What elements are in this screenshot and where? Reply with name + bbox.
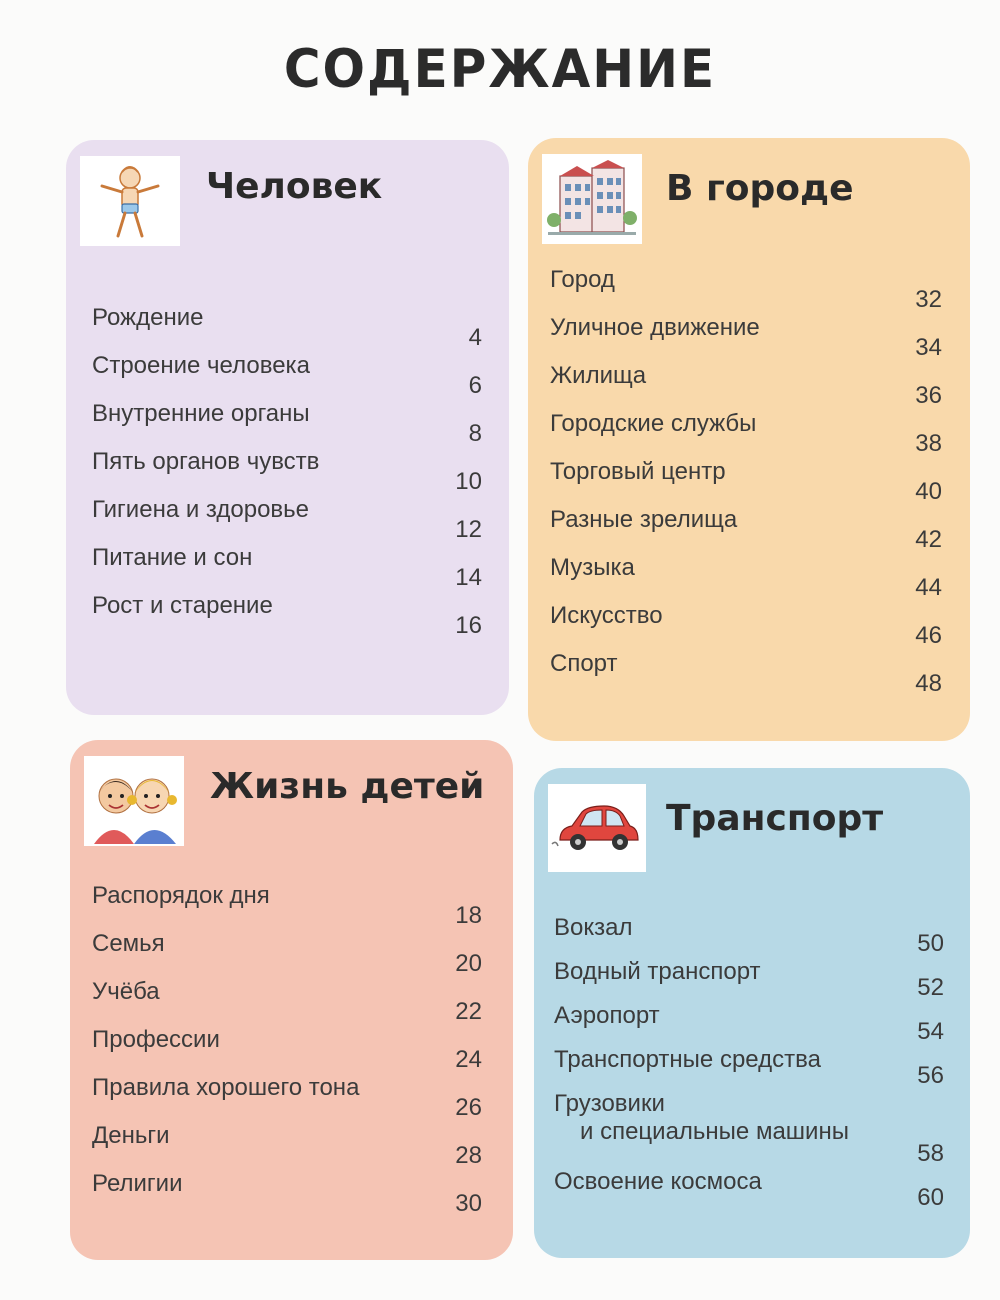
toc-item-label: Город xyxy=(550,266,615,293)
toc-item[interactable] xyxy=(554,1090,944,1168)
toc-item[interactable] xyxy=(550,602,942,650)
children-faces-icon xyxy=(84,756,184,846)
toc-item-page: 22 xyxy=(455,998,482,1025)
toc-item-label: Учёба xyxy=(92,978,160,1005)
toc-item-page: 58 xyxy=(917,1140,944,1167)
toc-item-page: 50 xyxy=(917,930,944,957)
toc-item[interactable] xyxy=(92,592,482,640)
toc-item[interactable] xyxy=(92,930,482,978)
toc-item-label: Городские службы xyxy=(550,410,757,437)
toc-item-label: Деньги xyxy=(92,1122,170,1149)
toc-item-label: Строение человека xyxy=(92,352,310,379)
section-title: В городе xyxy=(666,168,854,209)
section-title: Жизнь детей xyxy=(210,766,485,807)
toc-item-label: Питание и сон xyxy=(92,544,253,571)
red-car-icon xyxy=(548,784,646,872)
toc-item[interactable] xyxy=(92,496,482,544)
toc-item[interactable] xyxy=(92,1170,482,1218)
toc-item[interactable] xyxy=(550,506,942,554)
toc-item-label: Внутренние органы xyxy=(92,400,310,427)
toc-item-page: 38 xyxy=(915,430,942,457)
toc-item-page: 40 xyxy=(915,478,942,505)
toc-item-page: 8 xyxy=(468,420,482,447)
toc-item-label: Семья xyxy=(92,930,165,957)
toc-item-label: Освоение космоса xyxy=(554,1168,762,1195)
toc-item-label: Правила хорошего тона xyxy=(92,1074,360,1101)
toc-item-label: Профессии xyxy=(92,1026,220,1053)
toc-item[interactable] xyxy=(550,410,942,458)
section-title: Человек xyxy=(206,166,383,207)
toc-item-page: 32 xyxy=(915,286,942,313)
toc-item-label: Спорт xyxy=(550,650,618,677)
toc-item-label: Распорядок дня xyxy=(92,882,270,909)
toc-item[interactable] xyxy=(92,1026,482,1074)
toc-item-page: 36 xyxy=(915,382,942,409)
toc-item-page: 34 xyxy=(915,334,942,361)
toc-item-label: Водный транспорт xyxy=(554,958,761,985)
toc-item-label: Искусство xyxy=(550,602,663,629)
toc-item-page: 6 xyxy=(468,372,482,399)
toc-item[interactable] xyxy=(550,458,942,506)
section-card-city xyxy=(528,138,970,741)
toc-item[interactable] xyxy=(92,448,482,496)
toc-item-page: 52 xyxy=(917,974,944,1001)
toc-item-page: 46 xyxy=(915,622,942,649)
toc-item[interactable] xyxy=(92,400,482,448)
toc-item-page: 48 xyxy=(915,670,942,697)
toc-item-page: 4 xyxy=(468,324,482,351)
toc-item[interactable] xyxy=(550,314,942,362)
toc-item-page: 26 xyxy=(455,1094,482,1121)
toc-item[interactable] xyxy=(554,1168,944,1212)
toc-list xyxy=(92,304,482,640)
toc-item[interactable] xyxy=(92,1122,482,1170)
boy-figure-icon xyxy=(80,156,180,246)
page-title: СОДЕРЖАНИЕ xyxy=(283,38,717,100)
toc-item-page: 12 xyxy=(455,516,482,543)
toc-item[interactable] xyxy=(92,882,482,930)
toc-item-page: 10 xyxy=(455,468,482,495)
toc-item-label: Музыка xyxy=(550,554,635,581)
toc-item-label: Разные зрелища xyxy=(550,506,738,533)
toc-item-page: 54 xyxy=(917,1018,944,1045)
toc-item[interactable] xyxy=(92,1074,482,1122)
buildings-icon xyxy=(542,154,642,244)
toc-item-page: 28 xyxy=(455,1142,482,1169)
toc-item-page: 44 xyxy=(915,574,942,601)
toc-item-page: 20 xyxy=(455,950,482,977)
toc-item-label: Гигиена и здоровье xyxy=(92,496,310,523)
toc-item[interactable] xyxy=(554,914,944,958)
toc-item-label: Торговый центр xyxy=(550,458,726,485)
toc-item-label: Жилища xyxy=(550,362,647,389)
toc-item-label: Рост и старение xyxy=(92,592,273,619)
toc-item[interactable] xyxy=(92,304,482,352)
toc-list xyxy=(92,882,482,1218)
toc-item-page: 42 xyxy=(915,526,942,553)
toc-item[interactable] xyxy=(550,266,942,314)
toc-item-page: 16 xyxy=(455,612,482,639)
toc-item[interactable] xyxy=(550,554,942,602)
toc-item-label: Транспортные средства xyxy=(554,1046,821,1073)
toc-item-label-continuation: и специальные машины xyxy=(580,1118,849,1145)
section-card-kids xyxy=(70,740,513,1260)
toc-item-page: 60 xyxy=(917,1184,944,1211)
toc-item-label: Грузовики xyxy=(554,1090,665,1117)
toc-item[interactable] xyxy=(550,362,942,410)
toc-item-page: 18 xyxy=(455,902,482,929)
section-card-transport xyxy=(534,768,970,1258)
toc-item-label: Аэропорт xyxy=(554,1002,660,1029)
toc-item[interactable] xyxy=(92,352,482,400)
toc-item-label: Рождение xyxy=(92,304,204,331)
toc-item-page: 24 xyxy=(455,1046,482,1073)
toc-item-page: 56 xyxy=(917,1062,944,1089)
toc-item[interactable] xyxy=(554,1002,944,1046)
toc-item[interactable] xyxy=(554,1046,944,1090)
toc-item-page: 30 xyxy=(455,1190,482,1217)
toc-item[interactable] xyxy=(550,650,942,698)
section-title: Транспорт xyxy=(666,798,884,839)
toc-list xyxy=(550,266,942,698)
section-card-human xyxy=(66,140,509,715)
toc-list xyxy=(554,914,944,1212)
toc-item-label: Вокзал xyxy=(554,914,633,941)
toc-item-label: Религии xyxy=(92,1170,183,1197)
toc-item-label: Уличное движение xyxy=(550,314,760,341)
toc-item[interactable] xyxy=(92,544,482,592)
toc-item[interactable] xyxy=(554,958,944,1002)
toc-item-page: 14 xyxy=(455,564,482,591)
toc-item[interactable] xyxy=(92,978,482,1026)
toc-item-label: Пять органов чувств xyxy=(92,448,320,475)
